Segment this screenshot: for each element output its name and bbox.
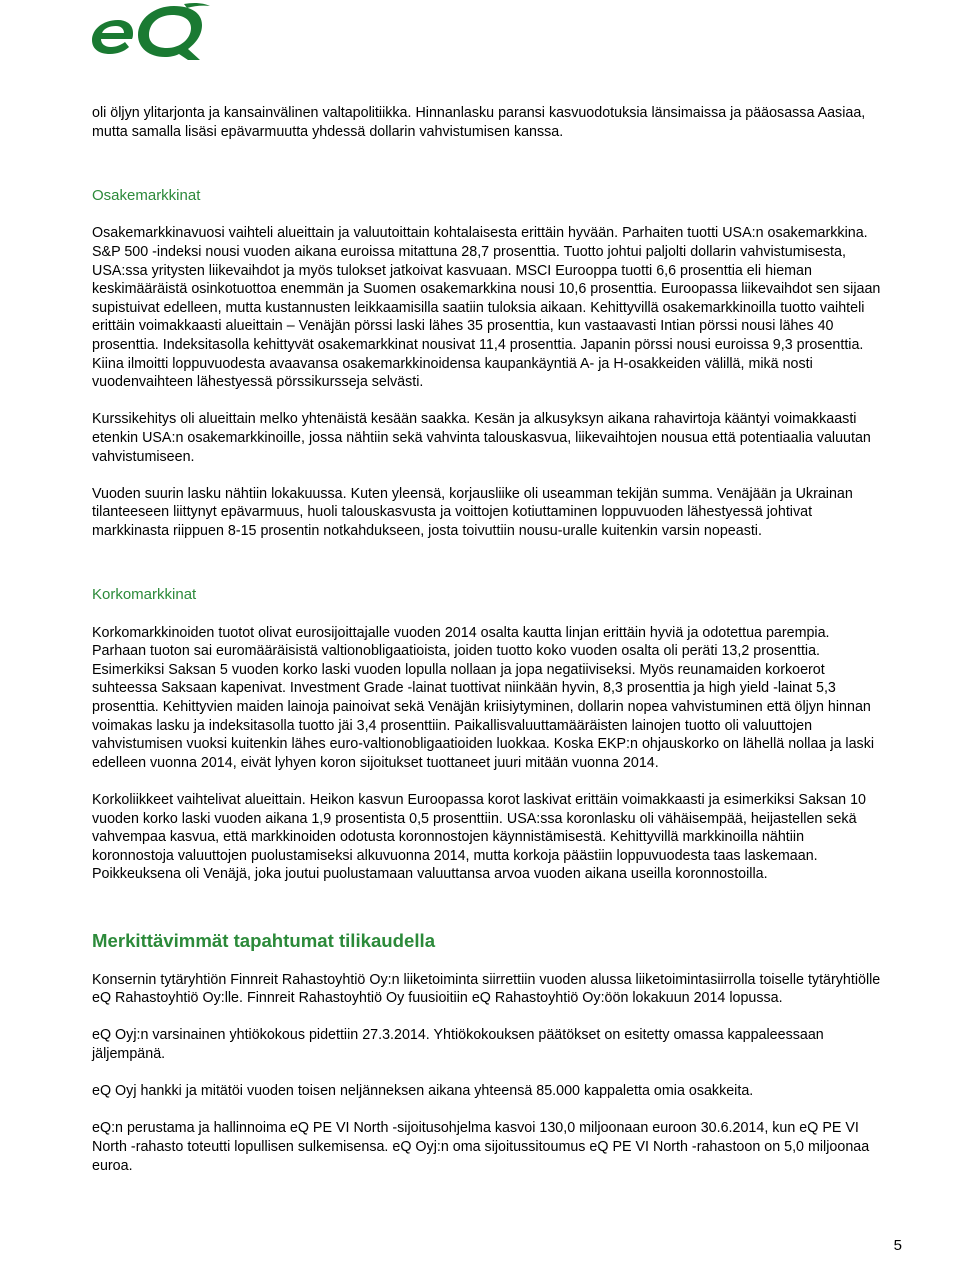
merk-paragraph-1: Konsernin tytäryhtiön Finnreit Rahastoyhtiö Oy:n liiketoiminta siirrettiin vuoden alussa liiketoimintasiirrolla toiselle tytäryhtiölle eQ Rahastoyhtiö Oy:lle. Finnreit Rahastoyhtiö Oy fuusioitiin eQ Rahastoyhtiö Oy:öön lokakuun 2014 lopussa. xyxy=(92,971,881,1007)
korko-paragraph-2: Korkoliikkeet vaihtelivat alueittain. Heikon kasvun Euroopassa korot laskivat erittäin voimakkaasti ja esimerkiksi Saksan 10 vuoden korko laski vuoden aikana 1,9 prosentista 0,5 prosenttiin. USA:ssa koronlasku oli vähäisempää, heijastellen sekä vahvempaa kasvua, että markkinoiden odotusta koronnostojen käynnistämisestä. Kehittyvillä markkinoilla nähtiin koronnostoja valuuttojen puolustamiseksi alkuvuonna 2014, mutta korkoja päästiin loppuvuodesta taas laskemaan. Poikkeuksena oli Venäjä, joka joutui puolustamaan valuuttansa arvoa vuoden aikana useilla koronnostoilla. xyxy=(92,792,866,883)
merk-paragraph-4: eQ:n perustama ja hallinnoima eQ PE VI North -sijoitusohjelma kasvoi 130,0 miljoonaan euroon 30.6.2014, kun eQ PE VI North -rahasto toteutti lopullisen sulkemisensa. eQ Oyj:n oma sijoitussitoumus eQ PE VI North -rahastoon on 5,0 miljoonaa euroa. xyxy=(92,1120,870,1174)
merk-paragraph-2: eQ Oyj:n varsinainen yhtiökokous pidettiin 27.3.2014. Yhtiökokouksen päätökset on esitetty omassa kappaleessaan jäljempänä. xyxy=(92,1027,824,1062)
korko-paragraph-1: Korkomarkkinoiden tuotot olivat eurosijoittajalle vuoden 2014 osalta kautta linjan erittäin hyviä ja odotettua parempia. Parhaan tuoton sai euromääräisistä valtionobligaatioista, joiden tuotto koko vuoden osalta oli peräti 13,2 prosenttia. Esimerkiksi Saksan 5 vuoden korko laski vuoden lopulla nollaan ja jopa negatiiviseksi. Myös reunamaiden korkoerot suhteessa Saksaan kapenivat. Investment Grade -lainat tuottivat niinkään hyvin, 8,3 prosenttia ja high yield -lainat 5,3 prosenttia. Kehittyvien maiden lainoja painoivat sekä Venäjän kriisiytyminen, dollarin nopea vahvistuminen että öljyn hinnan voimakas lasku ja indeksitasolla tuotto jäi 3,4 prosenttiin. Paikallisvaluuttamääräisten lainojen tuotto oli valuuttojen vahvistumisen vuoksi kuitenkin lähes euro-valtionobligaatioiden luokkaa. Koska EKP:n ohjauskorko on lähellä nollaa ja laski edelleen vuonna 2014, eivät lyhyen koron sijoitukset tuottaneet juuri mitään vuonna 2014. xyxy=(92,624,875,771)
osake-paragraph-3: Vuoden suurin lasku nähtiin lokakuussa. Kuten yleensä, korjausliike oli useamman tekijän summa. Venäjään ja Ukrainan tilanteeseen liittynyt epävarmuus, huoli talouskasvusta ja voittojen kotiuttaminen loppuvuoden lähestyessä johtivat markkinasta riippuen 8-15 prosentin notkahdukseen, josta toivuttiin nousu-uralle kuitenkin varsin nopeasti. xyxy=(92,485,853,539)
document-body xyxy=(92,104,882,1175)
eq-logo-icon xyxy=(88,2,220,60)
osake-paragraph-1: Osakemarkkinavuosi vaihteli alueittain ja valuutoittain kohtalaisesta erittäin hyvään. Parhaiten tuotti USA:n osakemarkkina. S&P 500 -indeksi nousi vuoden aikana euroissa mitattuna 28,7 prosenttia. Tuotto johtui paljolti dollarin vahvistumisesta, USA:ssa yritysten liikevaihdot ja myös tulokset jatkoivat kasvuaan. MSCI Eurooppa tuotti 6,6 prosenttia eli hieman keskimääräistä osinkotuottoa enemmän ja Suomen osakemarkkina nousi 10,6 prosenttia. Euroopassa liikevaihdot sen sijaan supistuivat edelleen, mutta kustannusten leikkaamisilla saatiin tuloksia aikaan. Kehittyvillä osakemarkkinoilla tuotto vaihteli erittäin voimakkaasti alueittain – Venäjän pörssi laski lähes 35 prosenttia, kun vastaavasti Intian pörssi nousi lähes 40 prosenttia. Indeksitasolla kehittyvät osakemarkkinat nousivat 11,4 prosenttia. Japanin pörssi nousi euroissa 9,3 prosenttia. Kiina ilmoitti loppuvuodesta avaavansa osakemarkkinoidensa kaupankäyntiä A- ja H-osakkeiden välillä, mikä nosti vuodenvaihteen lähestyessä pörssikursseja selvästi. xyxy=(92,225,881,391)
section-heading-korkomarkkinat: Korkomarkkinat xyxy=(92,586,197,604)
section-heading-merkittavimmat: Merkittävimmät tapahtumat tilikaudella xyxy=(92,929,436,951)
osake-paragraph-2: Kurssikehitys oli alueittain melko yhtenäistä kesään saakka. Kesän ja alkusyksyn aikana rahavirtoja kääntyi voimakkaasti etenkin USA:n osakemarkkinoille, jossa nähtiin sekä vahvinta talouskasvua, liikevaihtojen nousua että potentiaalia valuutan vahvistumiseen. xyxy=(92,411,871,465)
intro-paragraph: oli öljyn ylitarjonta ja kansainvälinen valtapolitiikka. Hinnanlasku paransi kasvuodotuksia länsimaissa ja pääosassa Aasiaa, mutta samalla lisäsi epävarmuutta yhdessä dollarin vahvistumisen kanssa. xyxy=(92,105,866,140)
section-heading-osakemarkkinat: Osakemarkkinat xyxy=(92,187,201,205)
page-number: 5 xyxy=(893,1237,902,1254)
merk-paragraph-3: eQ Oyj hankki ja mitätöi vuoden toisen neljänneksen aikana yhteensä 85.000 kappaletta omia osakkeita. xyxy=(92,1083,754,1100)
eq-logo xyxy=(88,2,220,60)
